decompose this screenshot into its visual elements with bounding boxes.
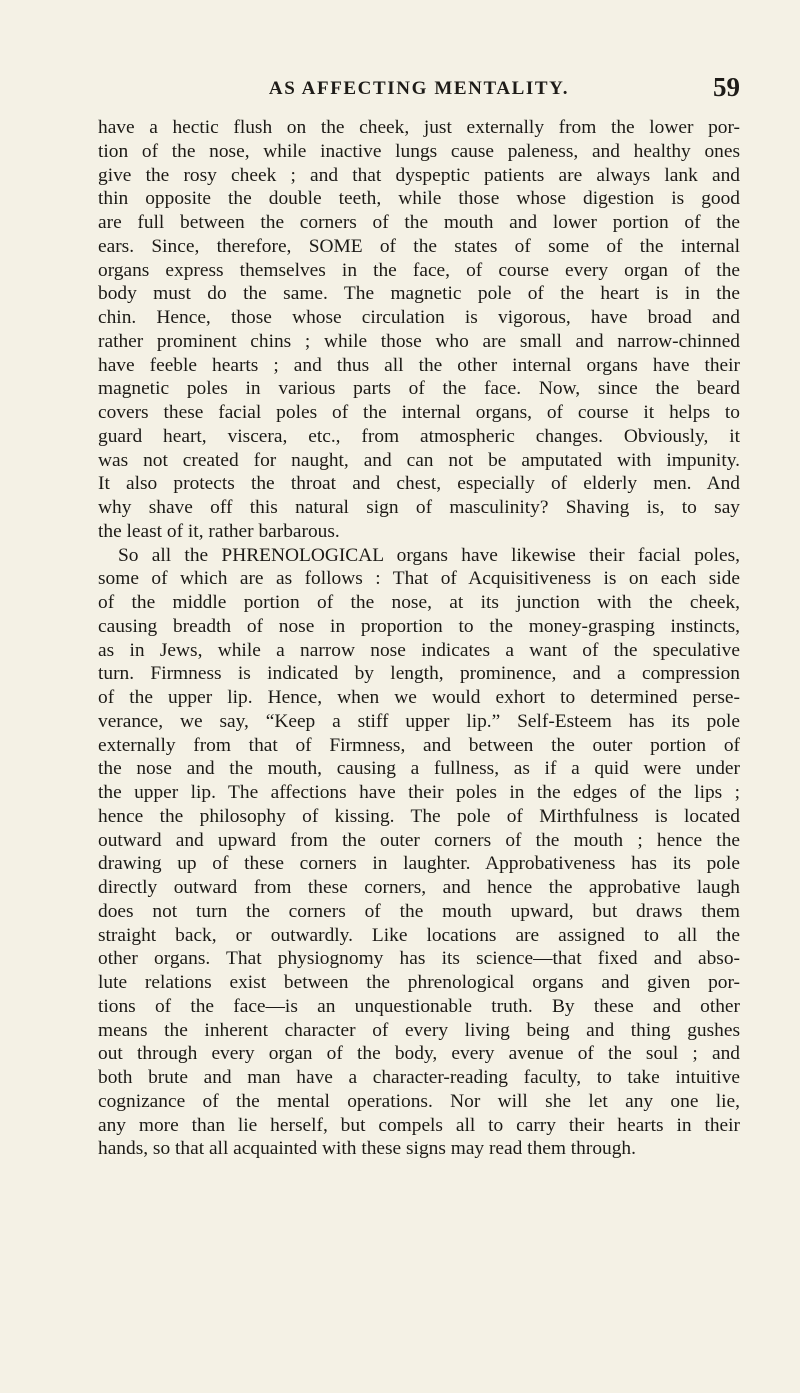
text-line: have a hectic flush on the cheek, just externally from the lower por-: [98, 117, 740, 138]
text-line: externally from that of Firmness, and between the outer portion of: [98, 734, 740, 756]
text-line: It also protects the throat and chest, especially of elderly men. And: [98, 473, 740, 495]
text-line: have feeble hearts ; and thus all the other internal organs have their: [98, 354, 740, 376]
text-line: organs express themselves in the face, of course every organ of the: [98, 259, 740, 281]
text-line: directly outward from these corners, and hence the approbative laugh: [98, 877, 740, 898]
text-line: some of which are as follows : That of Acquisitiveness is on each side: [98, 568, 740, 590]
text-line: thin opposite the double teeth, while those whose digestion is good: [98, 188, 740, 210]
paragraph: [98, 544, 740, 1162]
text-line: does not turn the corners of the mouth upward, but draws them: [98, 900, 740, 922]
text-line: was not created for naught, and can not be amputated with impunity.: [98, 449, 740, 471]
text-line: body must do the same. The magnetic pole of the heart is in the: [98, 283, 740, 305]
body-text: [98, 116, 740, 1161]
text-line: magnetic poles in various parts of the face. Now, since the beard: [98, 378, 740, 400]
text-line: both brute and man have a character-reading faculty, to take intuitive: [98, 1067, 740, 1088]
text-line: causing breadth of nose in proportion to the money-grasping instincts,: [98, 615, 740, 637]
text-line: of the middle portion of the nose, at its junction with the cheek,: [98, 592, 740, 613]
text-line: cognizance of the mental operations. Nor will she let any one lie,: [98, 1090, 740, 1112]
paragraph: [98, 116, 740, 544]
text-line: give the rosy cheek ; and that dyspeptic patients are always lank and: [98, 164, 740, 186]
text-line: out through every organ of the body, every avenue of the soul ; and: [98, 1043, 740, 1065]
text-line: any more than lie herself, but compels all to carry their hearts in their: [98, 1114, 740, 1136]
running-head: [98, 72, 740, 112]
text-line: verance, we say, “Keep a stiff upper lip.” Self-Esteem has its pole: [98, 710, 740, 732]
text-line: rather prominent chins ; while those who are small and narrow-chinned: [98, 330, 740, 352]
text-line: are full between the corners of the mouth and lower portion of the: [98, 212, 740, 233]
text-line: why shave off this natural sign of masculinity? Shaving is, to say: [98, 497, 740, 518]
text-line: the nose and the mouth, causing a fullness, as if a quid were under: [98, 758, 740, 780]
text-line: covers these facial poles of the internal organs, of course it helps to: [98, 402, 740, 423]
text-line: the least of it, rather barbarous.: [98, 520, 340, 542]
page-number: 59: [713, 72, 740, 102]
text-line: chin. Hence, those whose circulation is vigorous, have broad and: [98, 307, 740, 328]
text-line: guard heart, viscera, etc., from atmospheric changes. Obviously, it: [98, 425, 740, 447]
text-line: tion of the nose, while inactive lungs cause paleness, and healthy ones: [98, 140, 740, 162]
running-title: AS AFFECTING MENTALITY.: [268, 78, 570, 99]
text-line: hence the philosophy of kissing. The pole of Mirthfulness is located: [98, 805, 740, 827]
text-line: hands, so that all acquainted with these signs may read them through.: [98, 1138, 636, 1160]
text-line: outward and upward from the outer corners of the mouth ; hence the: [98, 829, 740, 851]
text-line: lute relations exist between the phrenological organs and given por-: [98, 972, 740, 993]
text-line: drawing up of these corners in laughter. Approbativeness has its pole: [98, 853, 740, 875]
text-line: So all the PHRENOLOGICAL organs have likewise their facial poles,: [118, 544, 740, 566]
text-line: other organs. That physiognomy has its science—that fixed and abso-: [98, 948, 740, 970]
text-line: ears. Since, therefore, SOME of the states of some of the internal: [98, 235, 740, 257]
text-line: as in Jews, while a narrow nose indicates a want of the speculative: [98, 639, 740, 661]
text-line: of the upper lip. Hence, when we would exhort to determined perse-: [98, 687, 740, 708]
text-line: tions of the face—is an unquestionable truth. By these and other: [98, 995, 740, 1017]
text-line: means the inherent character of every living being and thing gushes: [98, 1019, 740, 1041]
text-line: straight back, or outwardly. Like locations are assigned to all the: [98, 924, 740, 946]
text-line: turn. Firmness is indicated by length, prominence, and a compression: [98, 663, 740, 685]
text-line: the upper lip. The affections have their poles in the edges of the lips ;: [98, 782, 740, 803]
